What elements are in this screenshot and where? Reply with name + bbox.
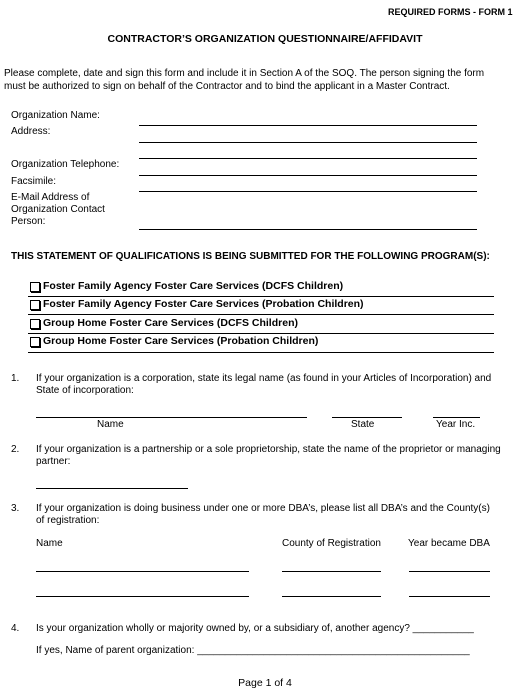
- program-label-4: Group Home Foster Care Services (Probation Children): [43, 335, 319, 347]
- program-label-3: Group Home Foster Care Services (DCFS Children): [43, 317, 298, 329]
- q3-name-field-2[interactable]: [36, 596, 249, 597]
- q2-name-field[interactable]: [36, 488, 188, 489]
- address-field-1[interactable]: [139, 142, 477, 143]
- q3-county-header: County of Registration: [282, 538, 381, 549]
- q3-number: 3.: [11, 503, 20, 514]
- q3-county-field-2[interactable]: [282, 596, 381, 597]
- program-underline: [28, 352, 494, 353]
- page-number: Page 1 of 4: [238, 677, 292, 689]
- q4-number: 4.: [11, 623, 20, 634]
- fax-field[interactable]: [139, 191, 477, 192]
- telephone-label: Organization Telephone:: [11, 159, 120, 170]
- q2-text-1: If your organization is a partnership or a sole proprietorship, state the name of the proprietor or managing: [36, 444, 501, 455]
- q3-text-2: of registration:: [36, 515, 100, 526]
- q1-name-field[interactable]: [36, 417, 307, 418]
- q3-name-field-1[interactable]: [36, 571, 249, 572]
- q1-name-caption: Name: [97, 419, 124, 430]
- program-underline: [28, 314, 494, 315]
- program-underline: [28, 296, 494, 297]
- program-checkbox-3[interactable]: [30, 319, 40, 329]
- q3-year-field-2[interactable]: [409, 596, 490, 597]
- email-field[interactable]: [139, 229, 477, 230]
- statement-heading: THIS STATEMENT OF QUALIFICATIONS IS BEING SUBMITTED FOR THE FOLLOWING PROGRAM(S):: [11, 251, 490, 262]
- program-label-2: Foster Family Agency Foster Care Services (Probation Children): [43, 298, 364, 310]
- q1-state-field[interactable]: [332, 417, 402, 418]
- q3-year-header: Year became DBA: [408, 538, 490, 549]
- q3-year-field-1[interactable]: [409, 571, 490, 572]
- q1-number: 1.: [11, 373, 20, 384]
- q3-text-1: If your organization is doing business under one or more DBA’s, please list all DBA’s and the County(s): [36, 503, 490, 514]
- email-label-3: Person:: [11, 216, 46, 227]
- intro-line-1: Please complete, date and sign this form and include it in Section A of the SOQ. The person signing the form: [4, 68, 485, 79]
- page-title: CONTRACTOR’S ORGANIZATION QUESTIONNAIRE/AFFIDAVIT: [107, 33, 423, 45]
- q1-year-caption: Year Inc.: [436, 419, 476, 430]
- org-name-label: Organization Name:: [11, 110, 100, 121]
- q3-name-header: Name: [36, 538, 63, 549]
- email-label-2: Organization Contact: [11, 204, 105, 215]
- q1-year-field[interactable]: [433, 417, 480, 418]
- fax-label: Facsimile:: [11, 176, 57, 187]
- email-label-1: E-Mail Address of: [11, 192, 90, 203]
- q4-parent-label: If yes, Name of parent organization: _________________________________________________: [36, 645, 470, 656]
- org-name-field[interactable]: [139, 125, 477, 126]
- q3-county-field-1[interactable]: [282, 571, 381, 572]
- q2-number: 2.: [11, 444, 20, 455]
- q4-text-1: Is your organization wholly or majority owned by, or a subsidiary of, another agency? ___________: [36, 623, 474, 634]
- q1-text-1: If your organization is a corporation, state its legal name (as found in your Articles of Incorporation) and: [36, 373, 492, 384]
- program-checkbox-2[interactable]: [30, 300, 40, 310]
- q1-state-caption: State: [351, 419, 375, 430]
- program-label-1: Foster Family Agency Foster Care Services (DCFS Children): [43, 280, 344, 292]
- q2-text-2: partner:: [36, 456, 71, 467]
- q1-text-2: State of incorporation:: [36, 385, 134, 396]
- address-field-2[interactable]: [139, 158, 477, 159]
- program-checkbox-4[interactable]: [30, 337, 40, 347]
- form-label: REQUIRED FORMS - FORM 1: [388, 7, 513, 17]
- program-underline: [28, 333, 494, 334]
- intro-line-2: must be authorized to sign on behalf of the Contractor and to bind the applicant in a Master Contract.: [4, 81, 450, 92]
- program-checkbox-1[interactable]: [30, 282, 40, 292]
- telephone-field[interactable]: [139, 175, 477, 176]
- address-label: Address:: [11, 126, 51, 137]
